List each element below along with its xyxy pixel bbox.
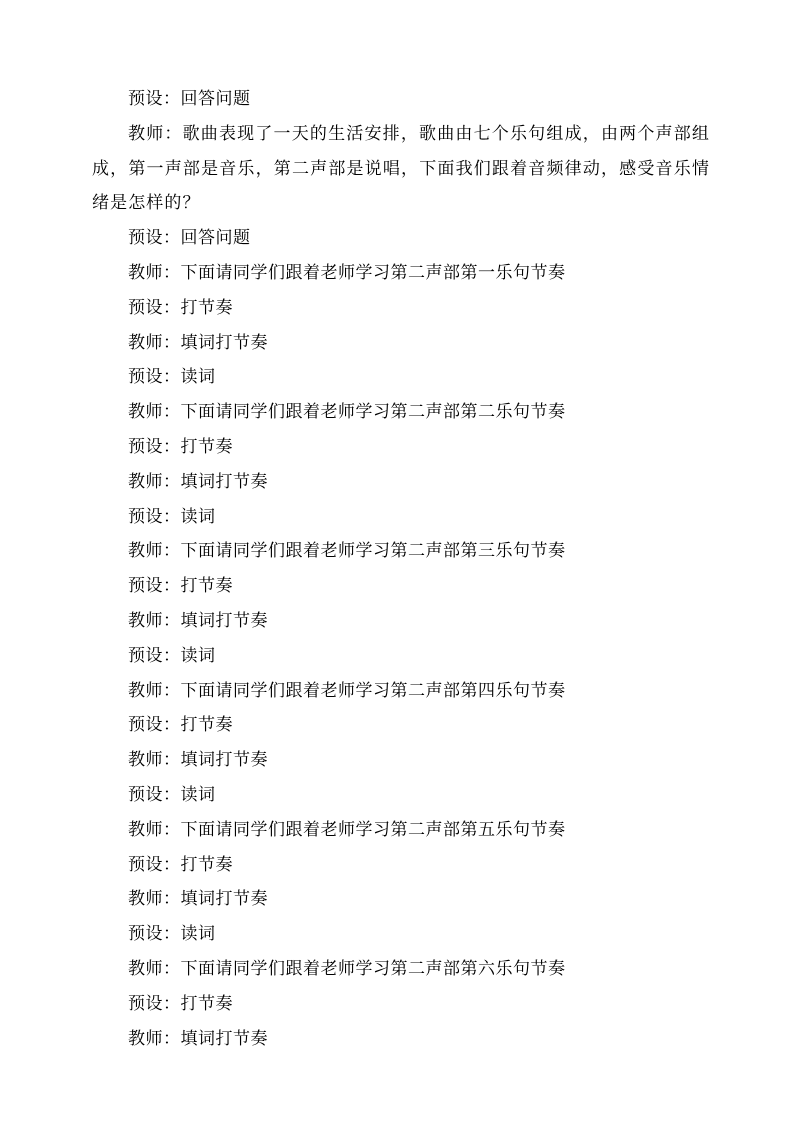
paragraph-teacher-lyrics-rhythm: 教师：填词打节奏 [128,610,268,631]
paragraph-teacher-lyrics-rhythm: 教师：填词打节奏 [128,471,268,492]
paragraph-teacher-phrase-5: 教师：下面请同学们跟着老师学习第二声部第五乐句节奏 [128,819,566,840]
paragraph-teacher-phrase-6: 教师：下面请同学们跟着老师学习第二声部第六乐句节奏 [128,958,566,979]
paragraph-preset-read-lyrics: 预设：读词 [128,506,216,527]
paragraph-teacher-phrase-1: 教师：下面请同学们跟着老师学习第二声部第一乐句节奏 [128,262,566,283]
paragraph-preset-rhythm: 预设：打节奏 [128,715,233,736]
paragraph-preset-answer: 预设：回答问题 [128,228,251,249]
paragraph-teacher-lyrics-rhythm: 教师：填词打节奏 [128,889,268,910]
paragraph-teacher-phrase-4: 教师：下面请同学们跟着老师学习第二声部第四乐句节奏 [128,680,566,701]
paragraph-preset-read-lyrics: 预设：读词 [128,924,216,945]
paragraph-preset-read-lyrics: 预设：读词 [128,784,216,805]
paragraph-preset-read-lyrics: 预设：读词 [128,367,216,388]
paragraph-teacher-intro: 教师：歌曲表现了一天的生活安排，歌曲由七个乐句组成，由两个声部组成，第一声部是音乐，第二声部是说唱，下面我们跟着音频律动，感受音乐情绪是怎样的？ [92,123,710,214]
paragraph-preset-read-lyrics: 预设：读词 [128,645,216,666]
paragraph-preset-answer: 预设：回答问题 [128,89,251,109]
paragraph-preset-rhythm: 预设：打节奏 [128,297,233,318]
paragraph-teacher-phrase-2: 教师：下面请同学们跟着老师学习第二声部第二乐句节奏 [128,402,566,423]
paragraph-preset-rhythm: 预设：打节奏 [128,993,233,1014]
paragraph-preset-rhythm: 预设：打节奏 [128,436,233,457]
paragraph-teacher-lyrics-rhythm: 教师：填词打节奏 [128,750,268,771]
paragraph-teacher-phrase-3: 教师：下面请同学们跟着老师学习第二声部第三乐句节奏 [128,541,566,562]
paragraph-preset-rhythm: 预设：打节奏 [128,576,233,597]
paragraph-teacher-lyrics-rhythm: 教师：填词打节奏 [128,332,268,353]
paragraph-teacher-lyrics-rhythm: 教师：填词打节奏 [128,1028,268,1049]
document-body [92,82,710,1056]
paragraph-preset-rhythm: 预设：打节奏 [128,854,233,875]
